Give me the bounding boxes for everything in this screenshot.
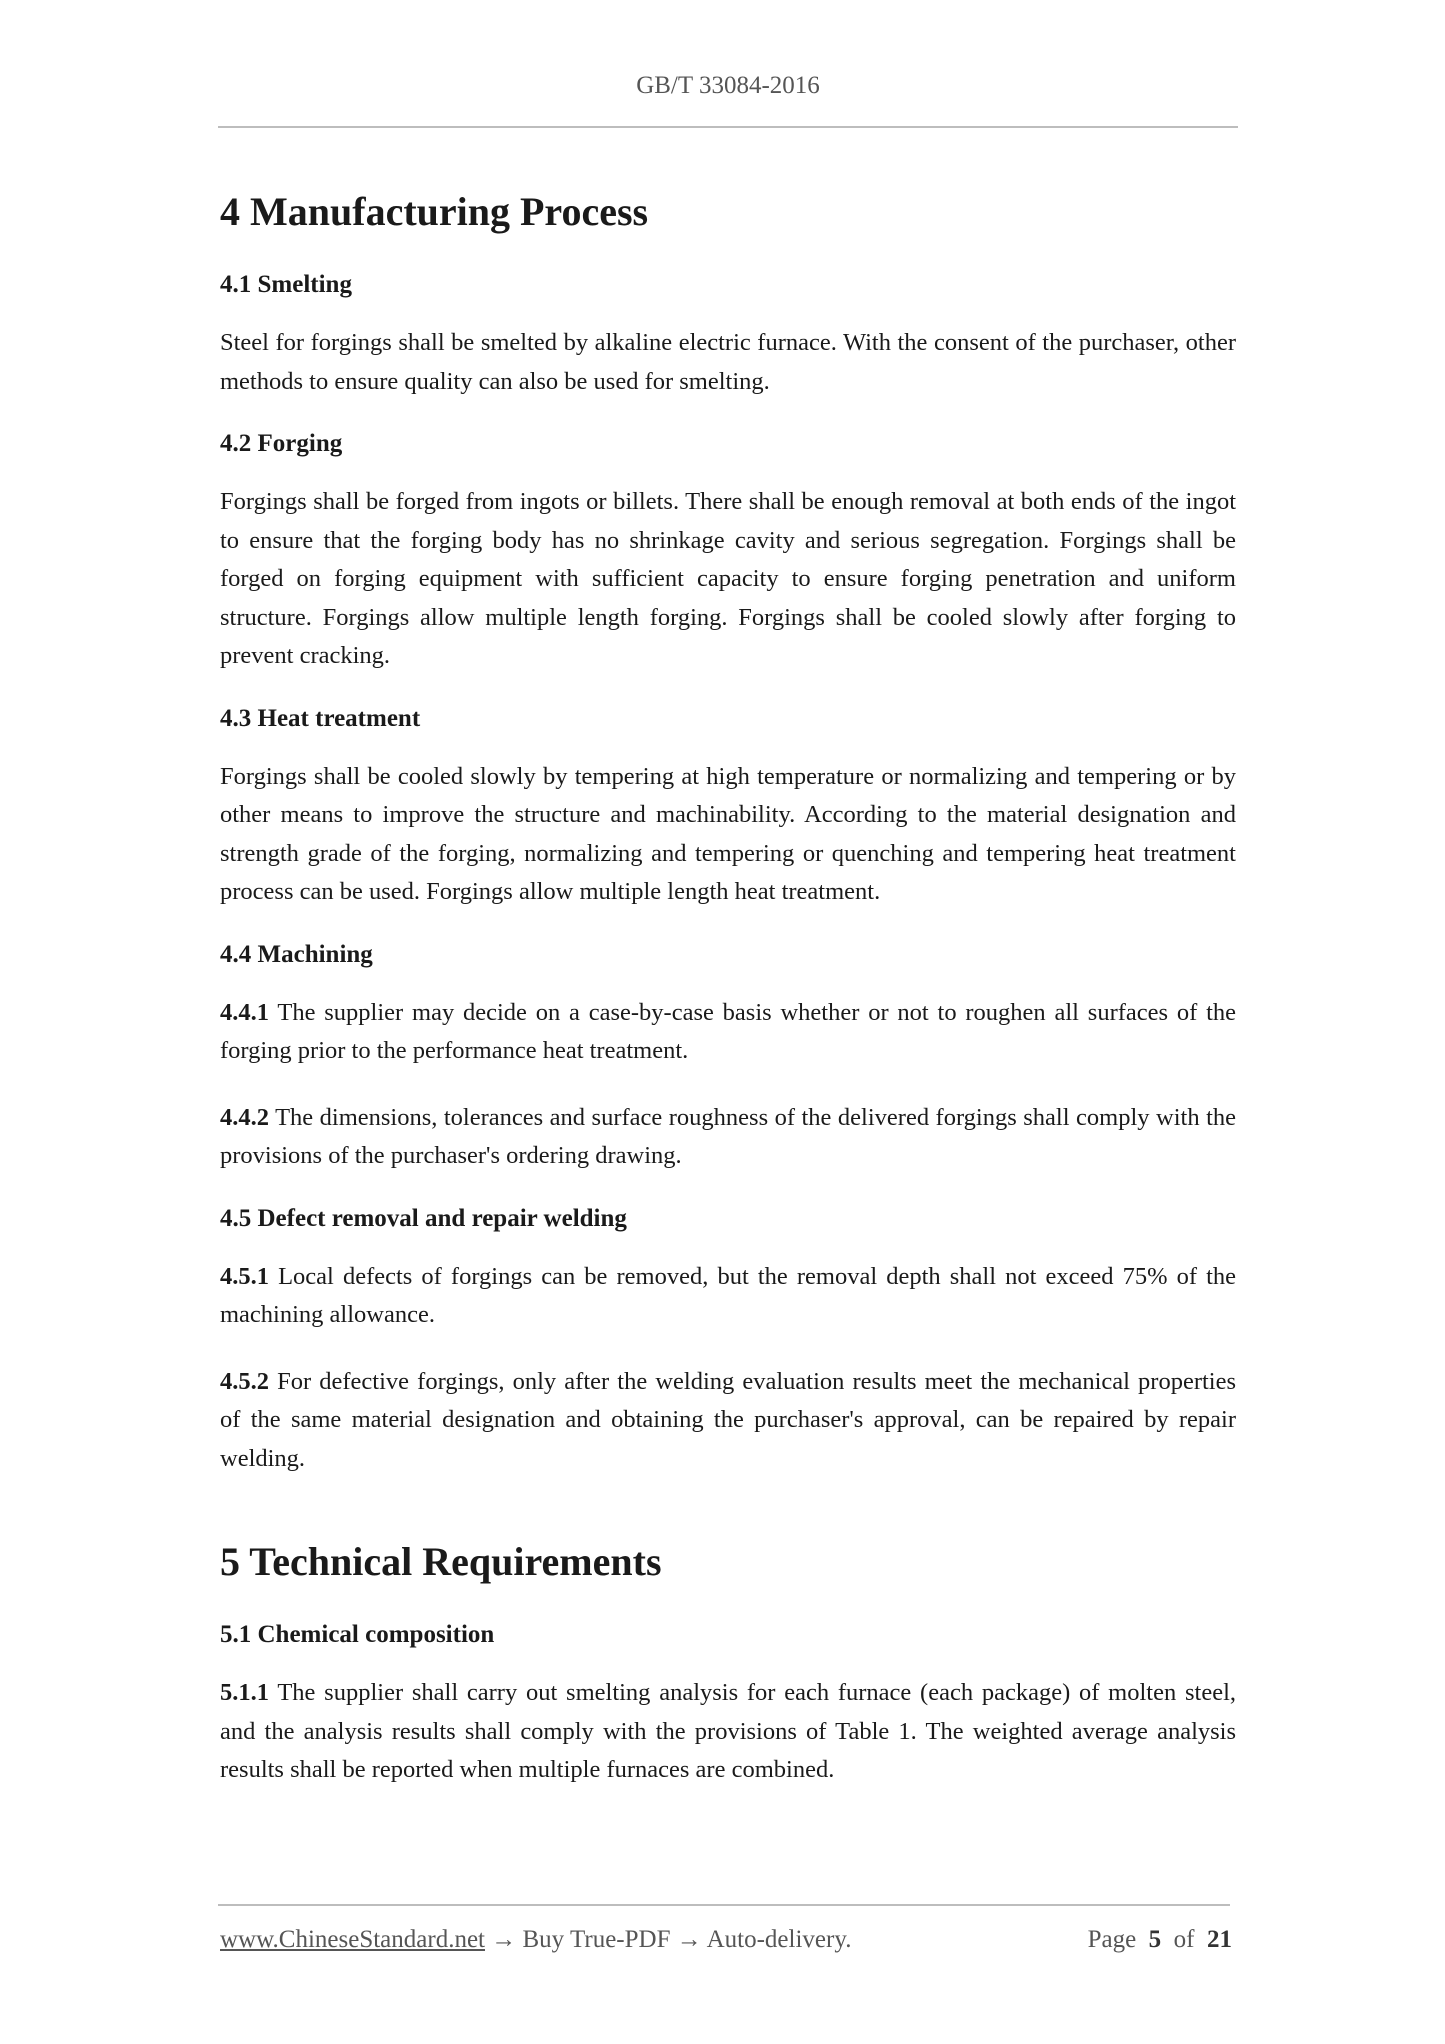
page-of-label: of bbox=[1173, 1926, 1195, 1953]
subsection-5-1-title: 5.1 Chemical composition bbox=[220, 1621, 495, 1648]
clause-5-1-1 bbox=[220, 1674, 1236, 1790]
footer-promo-text: → Buy True-PDF → Auto-delivery. bbox=[485, 1926, 852, 1953]
clause-number: 5.1.1 bbox=[220, 1679, 269, 1706]
header-divider bbox=[218, 126, 1238, 128]
subsection-4-3-title: 4.3 Heat treatment bbox=[220, 704, 421, 732]
clause-text: The supplier shall carry out smelting analysis for each furnace (each package) of molten steel, and the analysis results shall comply with the provisions of Table 1. The weighted average analysis results shall be reported when multiple furnaces are combined. bbox=[220, 1679, 1237, 1783]
subsection-4-2-text: Forgings shall be forged from ingots or billets. There shall be enough removal at both ends of the ingot to ensure that the forging body has no shrinkage cavity and serious segregation. Forgings shall be forged on forging equipment with sufficient capacity to ensure forging penetration and uniform structure. Forgings allow multiple length forging. Forgings shall be cooled slowly after forging to prevent cracking. bbox=[220, 488, 1236, 669]
subsection-4-1-text: Steel for forgings shall be smelted by alkaline electric furnace. With the consent of the purchaser, other methods to ensure quality can also be used for smelting. bbox=[220, 329, 1236, 395]
clause-text: Local defects of forgings can be removed, but the removal depth shall not exceed 75% of the machining allowance. bbox=[220, 1262, 1237, 1328]
clause-4-5-2 bbox=[220, 1363, 1236, 1479]
footer-divider bbox=[218, 1904, 1230, 1906]
page-footer bbox=[220, 1926, 1232, 1954]
subsection-4-2-title: 4.2 Forging bbox=[220, 430, 343, 457]
document-id-header: GB/T 33084-2016 bbox=[636, 72, 820, 99]
clause-text: The dimensions, tolerances and surface roughness of the delivered forgings shall comply with the provisions of the purchaser's ordering drawing. bbox=[220, 1103, 1236, 1169]
clause-number: 4.4.1 bbox=[220, 998, 269, 1026]
footer-promo bbox=[220, 1926, 851, 1953]
section-5-title: 5 Technical Requirements bbox=[220, 1539, 662, 1584]
clause-number: 4.5.2 bbox=[220, 1367, 269, 1395]
section-4-title: 4 Manufacturing Process bbox=[220, 189, 649, 234]
subsection-4-4-title: 4.4 Machining bbox=[220, 940, 373, 968]
total-pages: 21 bbox=[1207, 1926, 1232, 1953]
clause-number: 4.5.1 bbox=[220, 1262, 269, 1290]
current-page: 5 bbox=[1148, 1926, 1162, 1953]
page-number bbox=[1088, 1926, 1232, 1954]
subsection-4-3-text: Forgings shall be cooled slowly by tempering at high temperature or normalizing and tempering or by other means to improve the structure and machinability. According to the material designation and strength grade of the forging, normalizing and tempering or quenching and tempering heat treatment process can be used. Forgings allow multiple length heat treatment. bbox=[220, 762, 1236, 905]
page-label: Page bbox=[1087, 1926, 1137, 1953]
page-content bbox=[220, 180, 1236, 1818]
clause-4-5-1 bbox=[220, 1258, 1236, 1335]
subsection-4-5-title: 4.5 Defect removal and repair welding bbox=[220, 1204, 627, 1232]
clause-4-4-2 bbox=[220, 1099, 1236, 1176]
clause-text: For defective forgings, only after the welding evaluation results meet the mechanical properties of the same material designation and obtaining the purchaser's approval, can be repaired by repair welding. bbox=[220, 1367, 1237, 1472]
clause-text: The supplier may decide on a case-by-case basis whether or not to roughen all surfaces of the forging prior to the performance heat treatment. bbox=[220, 998, 1237, 1064]
website-link[interactable]: www.ChineseStandard.net bbox=[220, 1926, 485, 1953]
clause-number: 4.4.2 bbox=[220, 1103, 269, 1131]
clause-4-4-1 bbox=[220, 994, 1236, 1071]
subsection-4-1-title: 4.1 Smelting bbox=[220, 271, 352, 298]
